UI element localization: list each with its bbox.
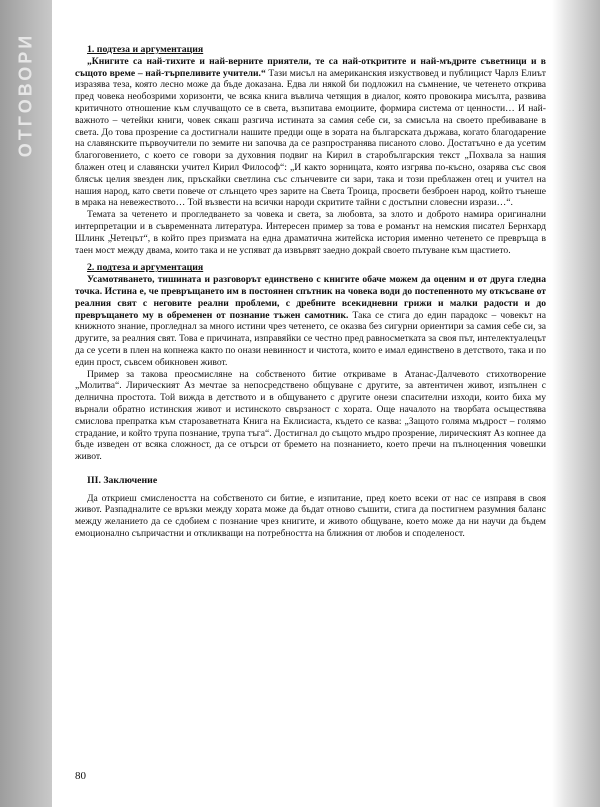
section-2-heading: 2. подтеза и аргументация bbox=[87, 262, 204, 274]
section-2-paragraph-2: Пример за такова преосмисляне на собственото битие откриваме в Атанас-Далчевото стихотворение „Молитва“. Лирическият Аз мечтае за непосредствено общуване с другите, за автентичен живот, изпълнен с делнична простота. Той вижда в детството и в общуването с другите онези спасителни изходи, които биха му върнали обратно истинския живот и истинското свързаност с хората. Още началото на творбата осъществява смислова препратка към старозаветната Книга на Еклисиаста, където се казва: „Защото голяма мъдрост – голямо страдание, и който трупа познание, трупа тъга“. Достигнал до същото мъдро прозрение, лирическият Аз копнее да бъде изведен от всяка сложност, да се отърси от бремето на познанието, което пречи на пълноценния човешки живот. bbox=[75, 368, 546, 463]
section-1-heading: 1. подтеза и аргументация bbox=[87, 44, 204, 55]
page-number: 80 bbox=[75, 770, 86, 782]
sidebar-strip bbox=[0, 0, 52, 807]
conclusion-heading: III. Заключение bbox=[87, 474, 158, 486]
section-2-paragraph-1-text: Така се стига до един парадокс – човекът на книжното знание, прогледнал за много истини чрез четенето, се оказва без сигурни ориентири за самия себе си, за другите, за реалния свят. Това е причината, изправяйки се честно пред равносметката за своя път, интелектуалецът да се усети в плен на копнежа както по онази невинност и чистота, които е имал единствено в детството, така и по един прост, съвсем обикновен живот. bbox=[75, 309, 546, 368]
section-1-paragraph-2: Темата за четенето и прогледването за човека и света, за любовта, за злото и доброто намира оригинални интерпретации и в съвременната литература. Интересен пример за това е романът на немския писател Бернхард Шлинк „Четецът“, в който през призмата на една драматична житейска история именно четенето се превръща в таен мост между двама, които така и не успяват да извървят заедно докрай своето пътуване към щастието. bbox=[75, 209, 546, 256]
conclusion-block bbox=[75, 493, 546, 540]
section-1-paragraph-1 bbox=[75, 56, 546, 209]
page-content bbox=[75, 44, 546, 540]
page-edge-shadow bbox=[552, 0, 600, 807]
section-label: ОТГОВОРИ bbox=[15, 32, 36, 158]
section-2-paragraph-1 bbox=[75, 274, 546, 368]
conclusion-paragraph: Да откриеш смислеността на собственото си битие, е изпитание, пред което всеки от нас се изправя в своя живот. Разпадналите се връзки между хората може да бъдат отново съшити, стига да постигнем разумния баланс между желанието да се сдобием с познание чрез книгите, и живото общуване, което може да ни научи да бъдем емоционално съпричастни и откликващи на потребността на ближния от любов и споделеност. bbox=[75, 492, 546, 540]
section-1-quote: „Книгите са най-тихите и най-верните приятели, те са най-откритите и най-мъдрите съветници и в същото време – най-търпеливите учители.“ bbox=[75, 55, 546, 79]
section-1-paragraph-1-text: Тази мисъл на американския изкуствовед и публицист Чарлз Елиът изразява теза, която лесно може да бъде доказана. Едва ли някой би подложил на съмнение, че четенето открива пред човека необозрими хоризонти, че всяка книга въвлича четящия в диалог, която провокира мисълта, развива критичното отношение към случващото се в света, възпитава емоциите, формира система от ценности… И най-важното – четейки книги, човек сякаш разгича истината за самия себе си, за смисъла на своето пребиваване в света. До това прозрение са достигнали нашите предци още в зората на българската държава, когато благодарение на славянските първоучители по земите ни започва да се разпространява писаното слово. Достатъчно е да усетим благоговението, с което се говори за духовния подвиг на Кирил в старобългарския текст „Похвала за нашия блажен отец и славянски учител Кирил Философ“: „И както зорницата, която изгрява по-късно, озарява със своя блясък целия звезден лик, пръскайки светлина със слънчевите си зари, така и този преблажен отец и учител на нашия народ, като свети повече от слънцето чрез зарите на Света Троица, просвети безброен народ, който тънеше в мрака на невежеството… Той възвести на всички народи скритите тайни с достъпни словесни изрази…“. bbox=[75, 67, 547, 209]
section-2-thesis: Усамотяването, тишината и разговорът единствено с книгите обаче можем да оценим и от друга гледна точка. Истина е, че превръщането им в постоянен спътник на човека води до постепенното му откъсване от реалния свят с неговите реални проблеми, с дребните всекидневни грижи и малки радости и до превръщането му в обременен от познание тъжен самотник. bbox=[75, 274, 546, 321]
